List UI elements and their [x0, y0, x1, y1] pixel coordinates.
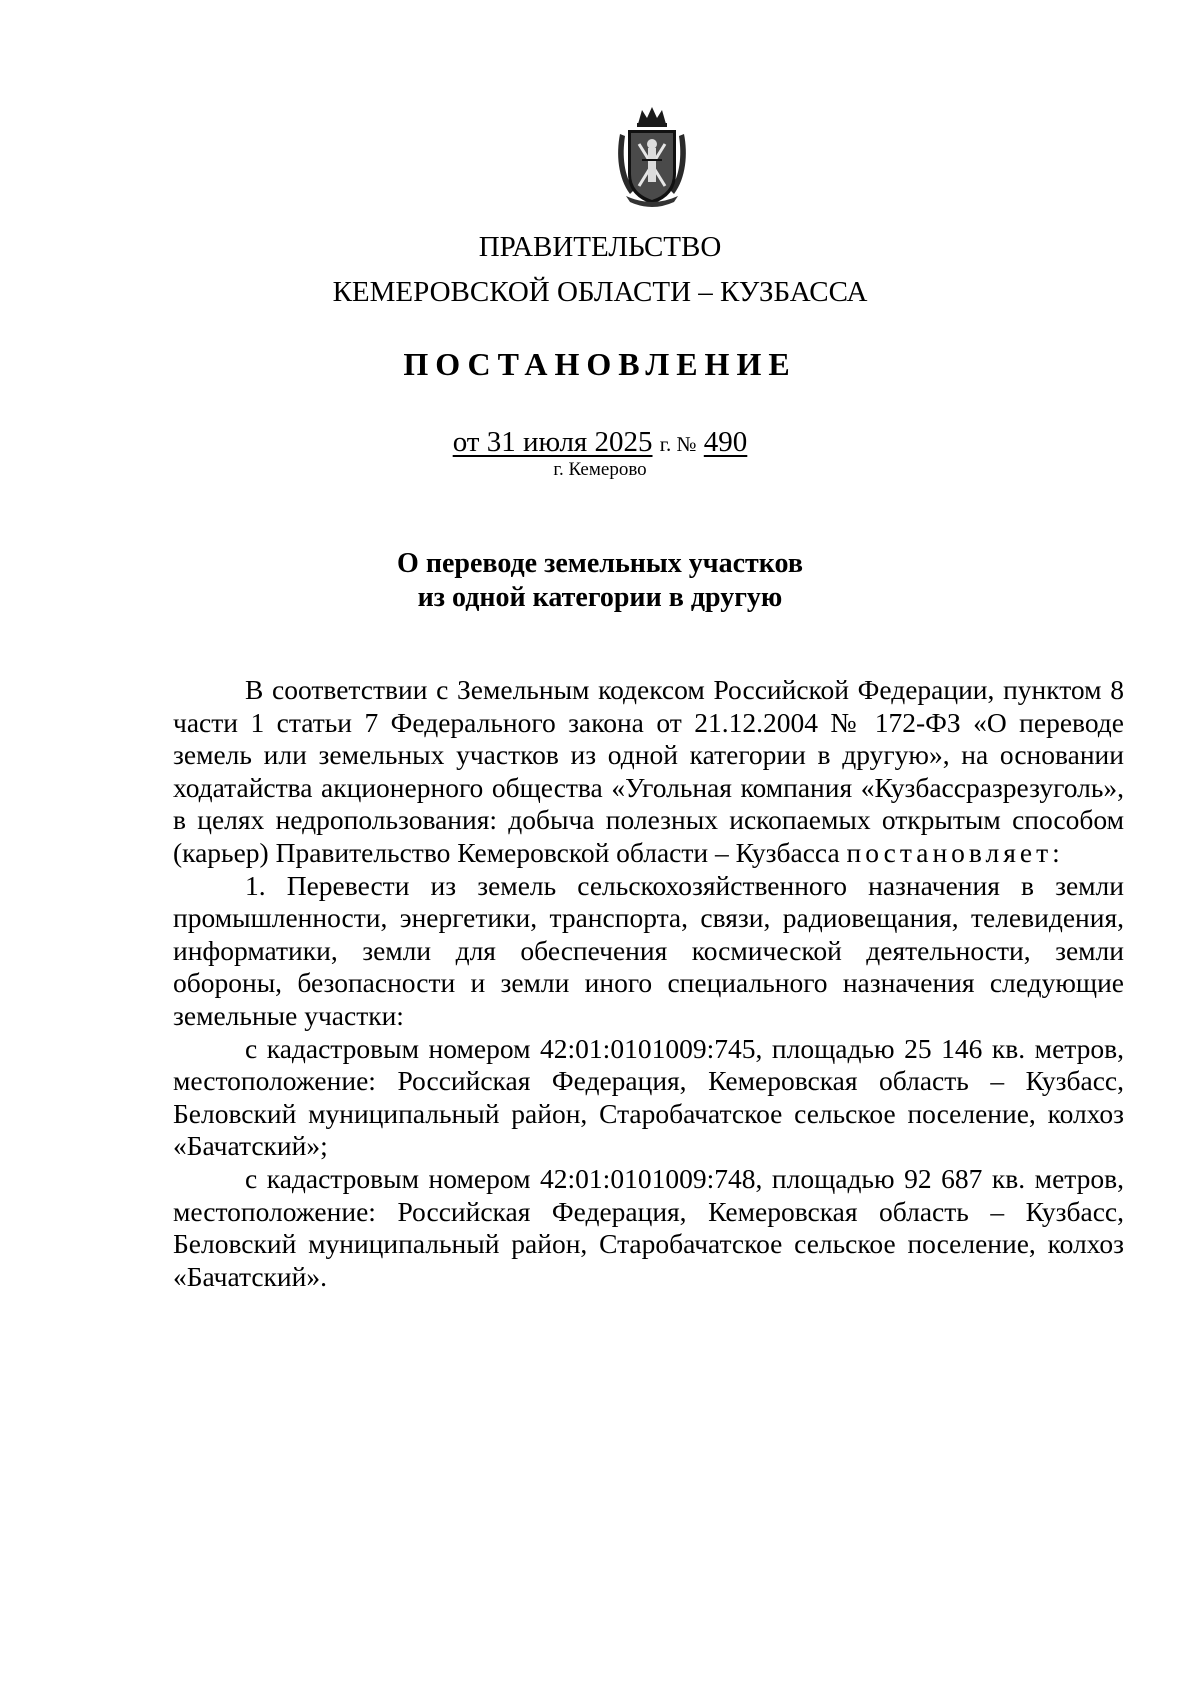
document-body [173, 674, 1124, 1293]
decree-colon: : [1052, 836, 1060, 868]
preamble-paragraph [173, 674, 1124, 870]
government-name-line1: ПРАВИТЕЛЬСТВО [478, 231, 722, 263]
title-line1: О переводе земельных участков [397, 548, 803, 579]
city-label: г. Кемерово [553, 459, 647, 480]
title-line2: из одной категории в другую [417, 582, 783, 613]
decree-word: постановляет [846, 836, 1053, 868]
preamble-text: В соответствии с Земельным кодексом Российской Федерации, пунктом 8 части 1 статьи 7 Федерального закона от 21.12.2004 № 172-ФЗ «О переводе земель или земельных участков из одной категории в другую», на основании ходатайства акционерного общества «Угольная компания «Кузбассразрезуголь», в целях недропользования: добыча полезных ископаемых открытым способом (карьер) Правительство Кемеровской области – Кузбасса [173, 674, 1124, 868]
date-number-line [0, 425, 1200, 461]
parcel-1-paragraph: с кадастровым номером 42:01:0101009:745, площадью 25 146 кв. метров, местоположение: Российская Федерация, Кемеровская область – Кузбасс, Беловский муниципальный район, Старобачатское сельское поселение, колхоз «Бачатский»; [173, 1032, 1124, 1162]
item-1-paragraph: 1. Перевести из земель сельскохозяйственного назначения в земли промышленности, энергетики, транспорта, связи, радиовещания, телевидения, информатики, земли для обеспечения космической деятельности, земли обороны, безопасности и земли иного специального назначения следующие земельные участки: [173, 869, 1124, 1031]
government-name-line2: КЕМЕРОВСКОЙ ОБЛАСТИ – КУЗБАССА [332, 276, 868, 308]
document-number: 490 [703, 426, 748, 458]
document-type-heading: ПОСТАНОВЛЕНИЕ [403, 346, 797, 382]
year-number-label: г. № [659, 432, 697, 456]
parcel-2-paragraph: с кадастровым номером 42:01:0101009:748, площадью 92 687 кв. метров, местоположение: Российская Федерация, Кемеровская область – Кузбасс, Беловский муниципальный район, Старобачатское сельское поселение, колхоз «Бачатский». [173, 1162, 1124, 1292]
document-date: от 31 июля 2025 [452, 426, 653, 458]
coat-of-arms-icon [612, 104, 692, 208]
document-title [0, 547, 1200, 615]
